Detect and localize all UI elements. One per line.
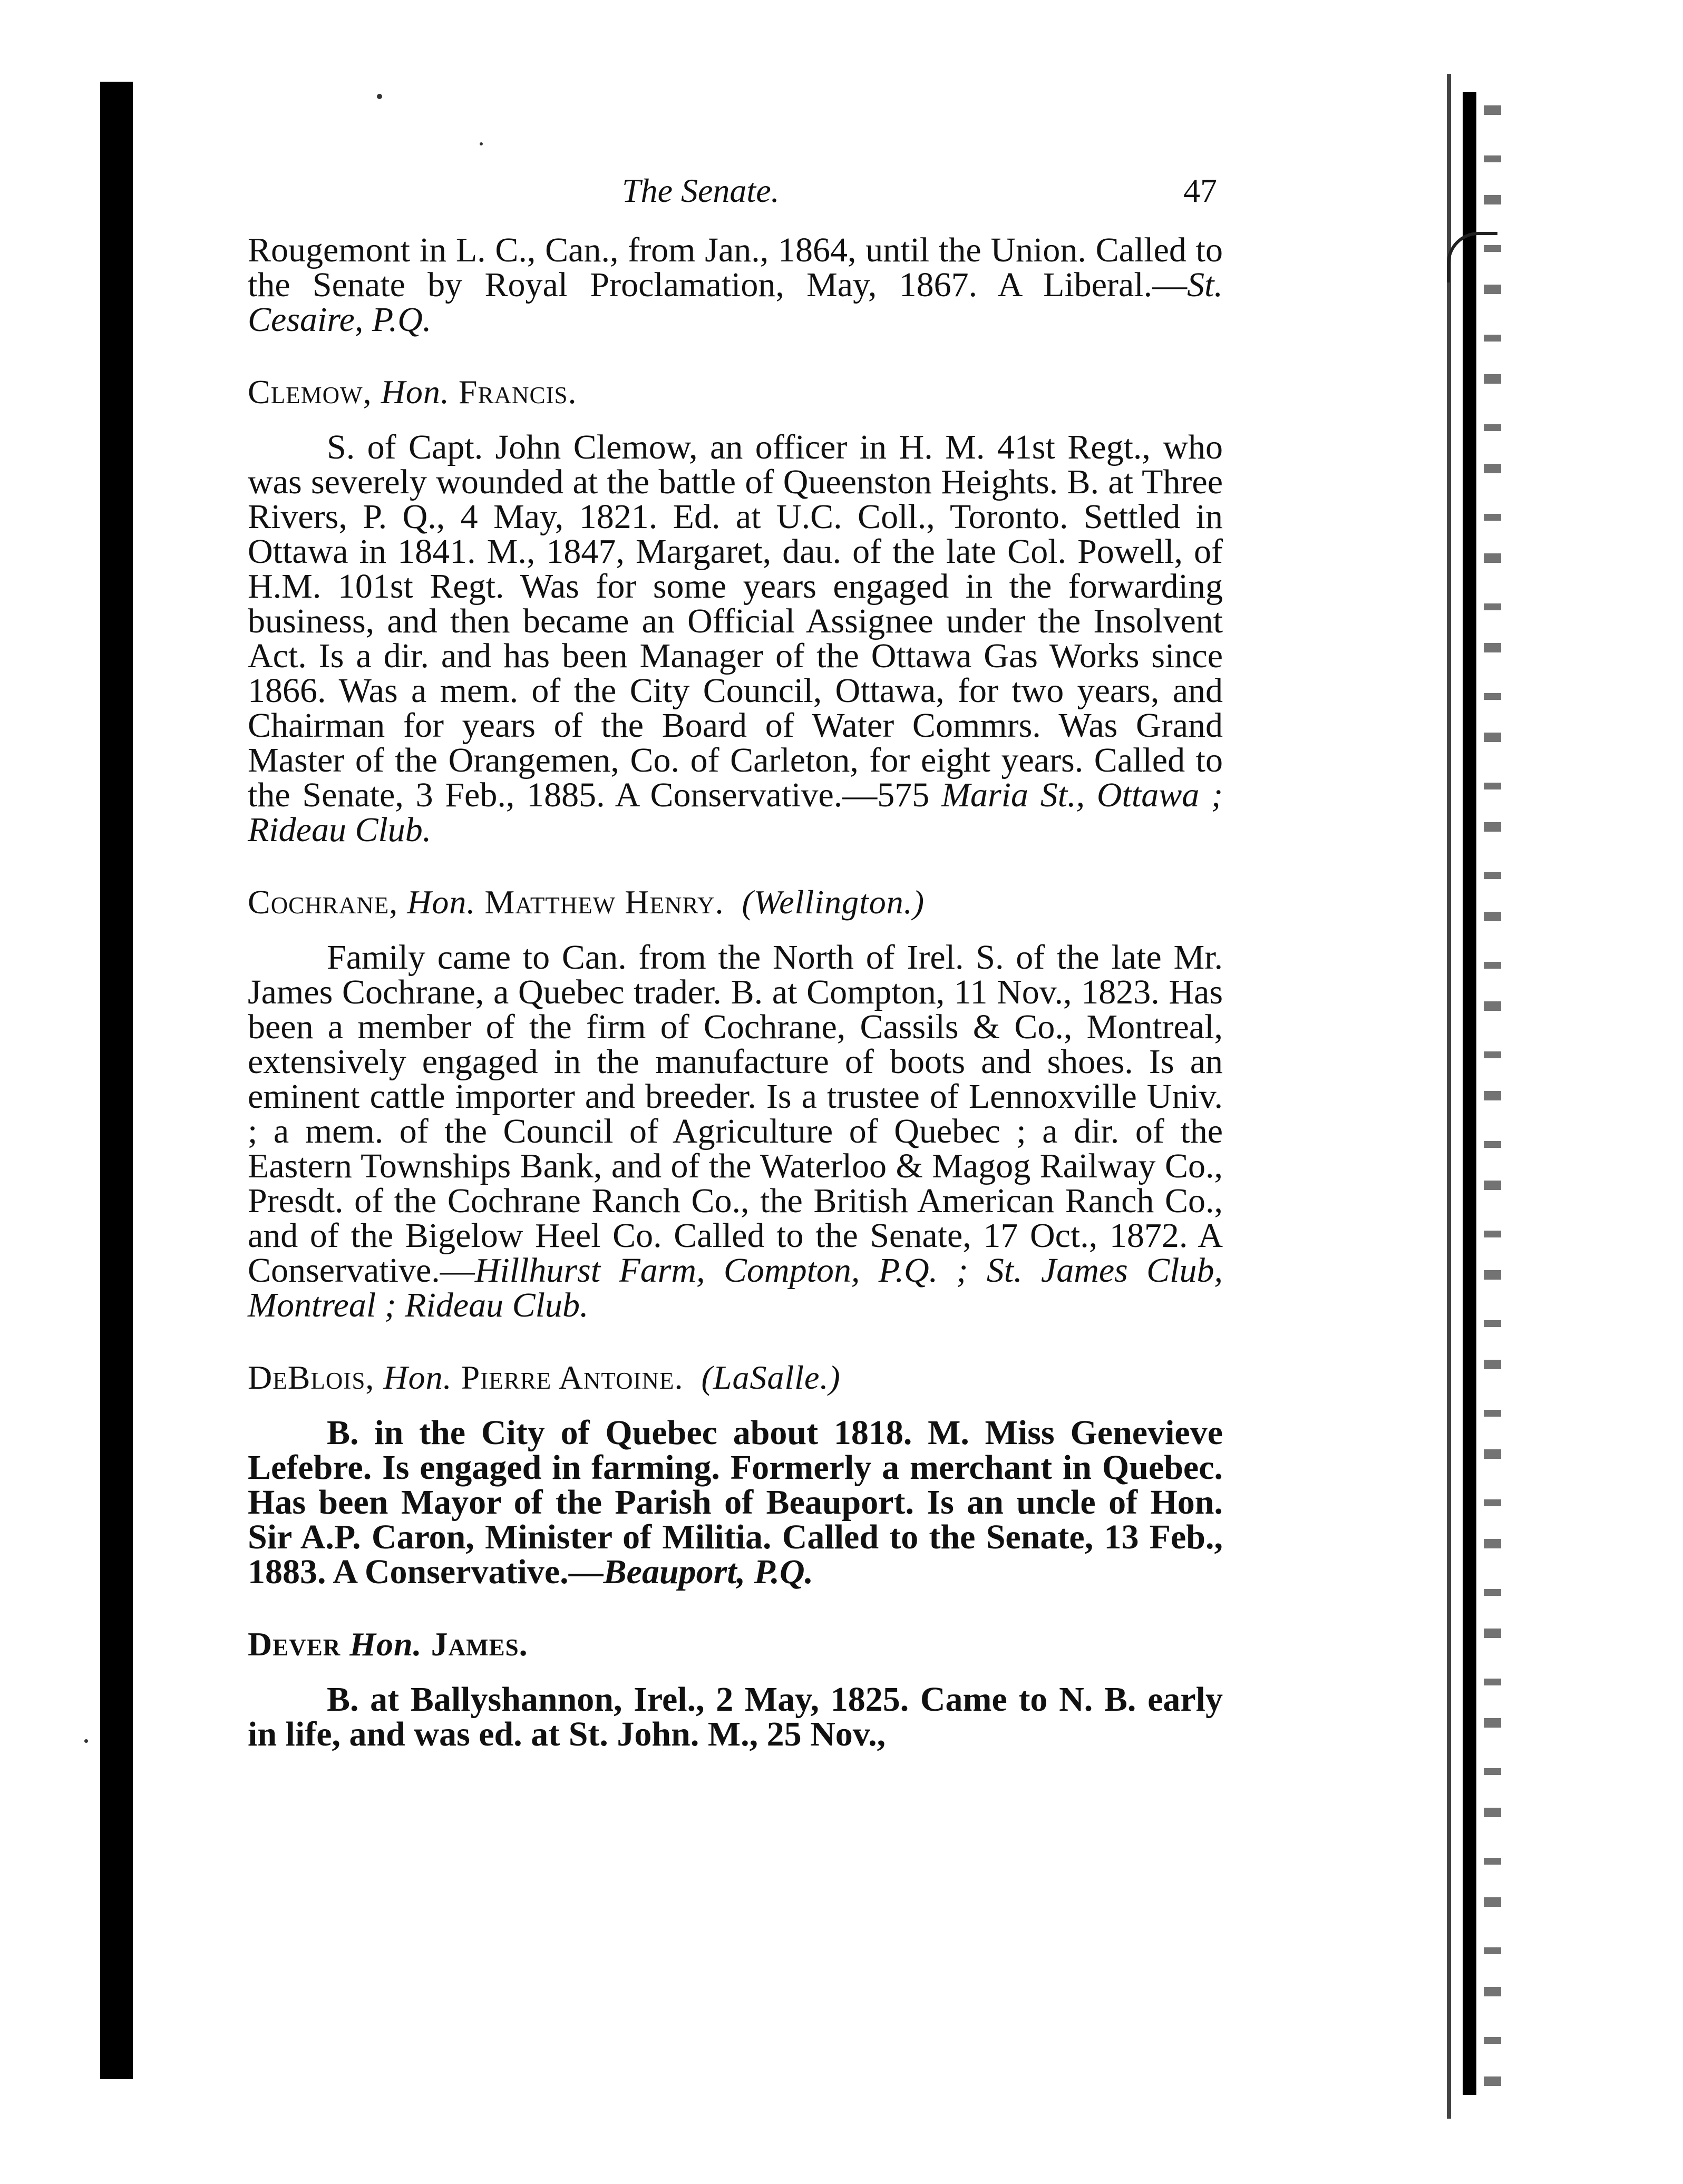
entry-honorific: Hon. — [407, 883, 476, 921]
running-title: The Senate. — [622, 172, 780, 209]
entry-honorific: Hon. — [349, 1625, 422, 1663]
page-body — [248, 174, 1223, 1752]
entry-surname: DeBlois, — [248, 1359, 375, 1396]
scan-edge-left — [100, 82, 133, 2079]
page-number: 47 — [1183, 172, 1217, 209]
scan-mark — [1447, 232, 1497, 282]
scan-speck — [84, 1739, 88, 1743]
page-header — [248, 174, 1223, 216]
entry-biography — [248, 1413, 1223, 1591]
entry-district: (LaSalle.) — [701, 1359, 841, 1396]
entry-biography — [248, 940, 1223, 1323]
entry-given-name: Matthew Henry. — [484, 883, 724, 921]
continuation-text: Rougemont in L. C., Can., from Jan., 1864, until the Union. Called to the Senate by Royal Proclamation, May, 1867. A Liberal.— — [248, 231, 1223, 304]
scan-edge-right-thin — [1447, 74, 1451, 2119]
scan-speck — [377, 94, 382, 99]
entry-heading — [248, 1627, 1223, 1661]
entry-body: S. of Capt. John Clemow, an officer in H. M. 41st Regt., who was severely wounded at the battle of Queenston Heights. B. at Three Rivers, P. Q., 4 May, 1821. Ed. at U.C. Coll., Toronto. Settled in Ottawa in 1841. M., 1847, Margaret, dau. of the late Col. Powell, of H.M. 101st Regt. Was for some years engaged in the forwarding business, and then became an Official Assignee under the Insolvent Act. Is a dir. and has been Manager of the Ottawa Gas Works since 1866. Was a mem. of the City Council, Ottawa, for two years, and Chairman for years of the Board of Water Commrs. Was Grand Master of the Orangemen, Co. of Carleton, for eight years. Called to the Senate, 3 Feb., 1885. A Conservative.—575 — [248, 428, 1223, 814]
scan-noise-right — [1484, 105, 1542, 2098]
entry-given-name: Francis. — [458, 373, 577, 411]
entry-biography — [248, 1682, 1223, 1752]
entry-given-name: James. — [431, 1625, 528, 1663]
continuation-paragraph — [248, 233, 1223, 337]
entry-heading — [248, 885, 1223, 919]
entry-biography — [248, 430, 1223, 847]
entry-surname: Cochrane, — [248, 883, 398, 921]
entry-district: (Wellington.) — [742, 883, 925, 921]
entry-body: B. at Ballyshannon, Irel., 2 May, 1825. Came to N. B. early in life, and was ed. at St. John. M., 25 Nov., — [248, 1680, 1223, 1753]
entry-heading — [248, 375, 1223, 409]
entry-given-name: Pierre Antoine. — [461, 1359, 684, 1396]
entry-surname: Clemow, — [248, 373, 372, 411]
entry-address: Hillhurst Farm, Compton, P.Q. ; St. James Club, Montreal ; Rideau Club. — [248, 1251, 1223, 1324]
entry-body: B. in the City of Quebec about 1818. M. Miss Genevieve Lefebre. Is engaged in farming. Formerly a merchant in Quebec. Has been Mayor of the Parish of Beauport. Is an uncle of Hon. Sir A.P. Caron, Minister of Militia. Called to the Senate, 13 Feb., 1883. A Conservative.— — [248, 1413, 1223, 1591]
scan-speck — [480, 142, 483, 145]
entry-surname: Dever — [248, 1625, 341, 1663]
entry-honorific: Hon. — [381, 373, 450, 411]
entry-heading — [248, 1361, 1223, 1395]
entry-address: Beauport, P.Q. — [603, 1553, 814, 1591]
entry-body: Family came to Can. from the North of Irel. S. of the late Mr. James Cochrane, a Quebec trader. B. at Compton, 11 Nov., 1823. Has been a member of the firm of Cochrane, Cassils & Co., Montreal, extensively engaged in the manufacture of boots and shoes. Is an eminent cattle importer and breeder. Is a trustee of Lennoxville Univ. ; a mem. of the Council of Agriculture of Quebec ; a dir. of the Eastern Townships Bank, and of the Waterloo & Magog Railway Co., Presdt. of the Cochrane Ranch Co., the British American Ranch Co., and of the Bigelow Heel Co. Called to the Senate, 17 Oct., 1872. A Conservative.— — [248, 938, 1223, 1290]
scan-edge-right — [1463, 92, 1476, 2095]
continuation-address: St. Cesaire, P.Q. — [248, 266, 1223, 339]
entry-address: Maria St., Ottawa ; Rideau Club. — [248, 776, 1223, 849]
entry-honorific: Hon. — [383, 1359, 452, 1396]
